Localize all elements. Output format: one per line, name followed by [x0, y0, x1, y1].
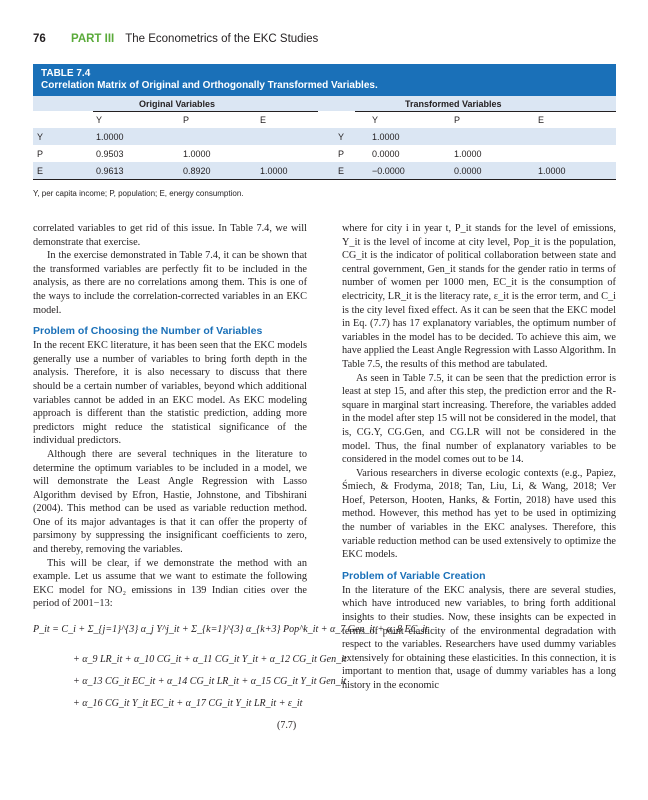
cell: 1.0000	[538, 166, 566, 176]
page-number: 76	[33, 33, 46, 45]
row-label: E	[338, 166, 345, 176]
equation-line: + α_13 CG_it EC_it + α_14 CG_it LR_it + α_15 CG_it Y_it Gen_it	[73, 676, 347, 688]
equation-line: P_it = C_i + Σ_{j=1}^{3} α_j Y^j_it + Σ_{k=1}^{3} α_{k+3} Pop^k_it + α_7 Gen_it + α_8 EC_it	[33, 624, 428, 636]
paragraph: In the exercise demonstrated in Table 7.4, it can be shown that the transformed variables are perfectly fit to be included in the analysis, as there are no correlations among them. This is one of the ways to include the correlation-corrected variables in an EKC model.	[33, 250, 307, 316]
section-heading: Problem of Choosing the Number of Variables	[33, 325, 263, 338]
cell: 0.9503	[96, 149, 124, 159]
col-header: P	[454, 115, 461, 125]
table-group-header	[33, 96, 616, 111]
paragraph: Various researchers in diverse ecologic contexts (e.g., Papiez, Śmiech, & Frodyma, 2018; Tan, Liu, Li, & Wang, 2018; Ver Hoef, Peterson, Hooten, Hanks, & Fortin, 2018) have used this method. However, this method has yet to be used in optimizing the number of variables in the EKC analyses. Therefore, this variable reduction method can be used extensively to optimize the EKC models.	[342, 467, 616, 561]
col-header: Y	[96, 115, 103, 125]
section-heading: Problem of Variable Creation	[342, 569, 486, 582]
correlation-table	[33, 64, 616, 179]
group-original: Original Variables	[139, 99, 216, 109]
paragraph: In the recent EKC literature, it has been seen that the EKC models generally use a number of variables to bring forth depth in the analysis. Therefore, it is also necessary to discuss that there should be a certain number of variables, beyond which additional variables cannot be added in an EKC model. As EKC modeling approach is different than the statistic prediction, adding more predictors might reduce the statistical significance of the individual predictors.	[33, 340, 307, 447]
paragraph: This will be clear, if we demonstrate the method with an example. Let us assume that we want to estimate the following EKC model for NO₂ emissions in 139 Indian cities over the period of 2001−13:	[33, 557, 307, 610]
running-title: The Econometrics of the EKC Studies	[125, 33, 319, 45]
paragraph: In the literature of the EKC analysis, there are several studies, which have introduced new variables, to bring forth additional insights to their studies. Now, these insights can be expected in terms of point elasticity of the environmental degradation with respect to the variables. Researchers have used dummy variables extensively for obtaining these elasticities. In this connection, it is important to mention that, usage of dummy variables has a long history in the economic	[342, 584, 616, 691]
cell: 1.0000	[372, 132, 400, 142]
table-caption	[33, 64, 616, 96]
cell: 1.0000	[454, 149, 482, 159]
col-header: E	[260, 115, 267, 125]
cell: 0.9613	[96, 166, 124, 176]
cell: −0.0000	[372, 166, 405, 176]
col-header: P	[183, 115, 190, 125]
row-label: Y	[37, 132, 44, 142]
column-header-row	[33, 111, 616, 128]
row-label: E	[37, 166, 44, 176]
row-label: Y	[338, 132, 345, 142]
table-row	[33, 162, 616, 179]
cell: 0.0000	[372, 149, 400, 159]
right-column	[342, 222, 616, 693]
table-label: TABLE 7.4	[41, 68, 91, 79]
table-note: Y, per capita income; P, population; E, energy consumption.	[33, 189, 244, 198]
paragraph: As seen in Table 7.5, it can be seen that the prediction error is least at step 15, and after this step, the prediction error and the R-square in marginal start increasing. Therefore, the variables added in the model after step 15 will not be considered in the model, that is, CG.Y, CG.Gen, and CG.LR will not be considered in the model. Thus, the final number of explanatory variables to be considered in the model comes out to be 14.	[342, 372, 616, 466]
col-header: Y	[372, 115, 379, 125]
running-header	[33, 33, 318, 45]
table-row	[33, 145, 616, 162]
row-label: P	[37, 149, 44, 159]
equation-7-7	[33, 611, 428, 747]
group-transformed: Transformed Variables	[405, 99, 502, 109]
cell: 0.0000	[454, 166, 482, 176]
paragraph: correlated variables to get rid of this issue. In Table 7.4, we will demonstrate that exercise.	[33, 223, 307, 248]
equation-line: + α_9 LR_it + α_10 CG_it + α_11 CG_it Y_it + α_12 CG_it Gen_it	[73, 654, 347, 666]
cell: 1.0000	[260, 166, 288, 176]
table-row	[33, 128, 616, 145]
equation-number: (7.7)	[277, 720, 297, 732]
col-header: E	[538, 115, 545, 125]
bottom-rule	[33, 179, 616, 180]
paragraph: where for city i in year t, P_it stands for the level of emissions, Y_it is the level of income at city level, Pop_it is the population, CG_it is the indicator of political collaboration between state and central government, Gen_it stands for the gender ratio in terms of number of women per 1000 men, EC_it is the consumption of electricity, LR_it is the literacy rate, ε_it is the error term, and C_i is the city level fixed effect. As it can be seen that the EKC model in Eq. (7.7) has 17 explanatory variables, the optimum number of variables in the model has to be decided. To achieve this aim, we have applied the Least Angle Regression with Lasso Algorithm. In Table 7.5, the results of this method are tabulated.	[342, 223, 616, 370]
equation-line: + α_16 CG_it Y_it EC_it + α_17 CG_it Y_it LR_it + ε_it	[73, 698, 303, 710]
cell: 1.0000	[96, 132, 124, 142]
cell: 0.8920	[183, 166, 211, 176]
paragraph: Although there are several techniques in the literature to determine the optimum variables to be included in a model, we will demonstrate the Least Angle Regression with Lasso Algorithm devised by Efron, Hastie, Johnstone, and Tibshirani (2004). This method can be used as variable reduction method. One of its major advantages is that it can offer the property of parsimony by suppressing the insignificant coefficients to zero, and thereby, removing the variables.	[33, 448, 307, 556]
table-title: Correlation Matrix of Original and Orthogonally Transformed Variables.	[41, 80, 378, 91]
part-label: PART III	[71, 33, 115, 45]
cell: 1.0000	[183, 149, 211, 159]
row-label: P	[338, 149, 345, 159]
